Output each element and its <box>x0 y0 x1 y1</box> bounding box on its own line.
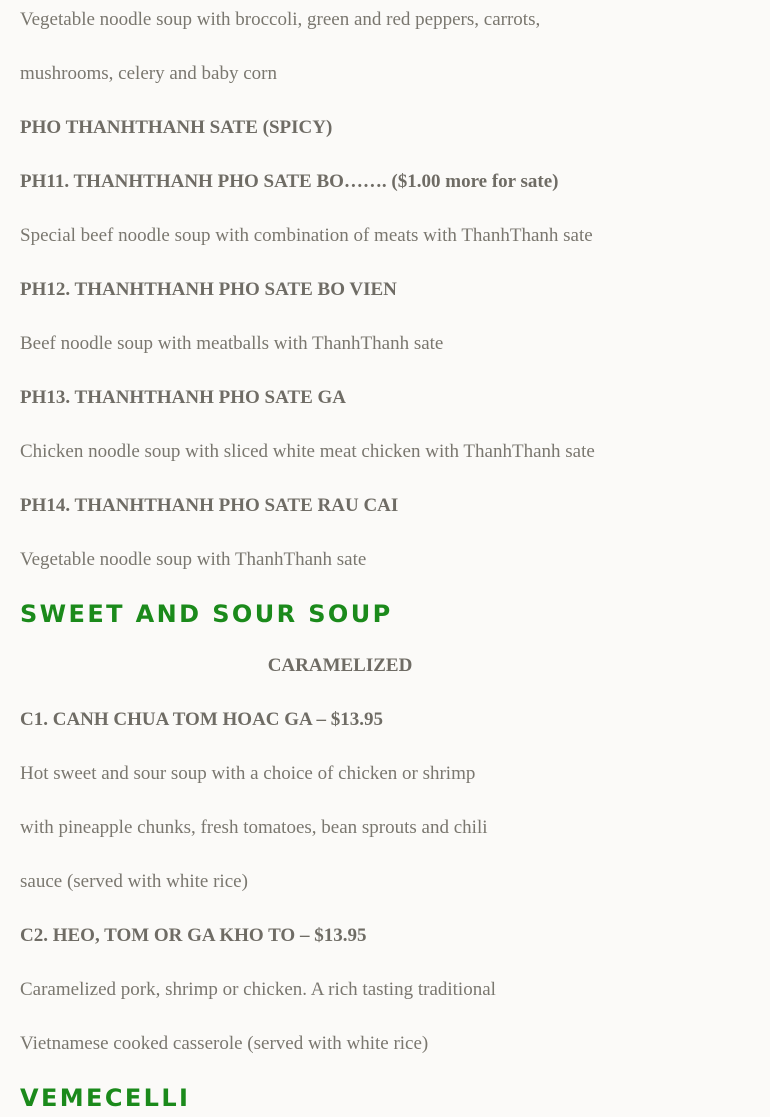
menu-item-ph13-description: Chicken noodle soup with sliced white meat chicken with ThanhThanh sate <box>20 441 595 462</box>
category-pho-thanhthanh-sate: PHO THANHTHANH SATE (SPICY) <box>20 117 333 138</box>
menu-item-ph13-title: PH13. THANHTHANH PHO SATE GA <box>20 387 347 408</box>
menu-item-ph12-title: PH12. THANHTHANH PHO SATE BO VIEN <box>20 279 397 300</box>
menu-item-c1-description-line-3: sauce (served with white rice) <box>20 871 248 892</box>
menu-item-pho-vegetable-description-line-1: Vegetable noodle soup with broccoli, green and red peppers, carrots, <box>20 9 541 30</box>
menu-item-ph11-title: PH11. THANHTHANH PHO SATE BO……. ($1.00 more for sate) <box>20 171 559 192</box>
section-heading-vemecelli: VEMECELLI <box>20 1084 191 1112</box>
menu-item-pho-vegetable-description-line-2: mushrooms, celery and baby corn <box>20 63 277 84</box>
menu-item-ph14-title: PH14. THANHTHANH PHO SATE RAU CAI <box>20 495 399 516</box>
menu-item-c2-description-line-2: Vietnamese cooked casserole (served with white rice) <box>20 1033 429 1054</box>
menu-item-c1-description-line-1: Hot sweet and sour soup with a choice of chicken or shrimp <box>20 763 476 784</box>
menu-item-ph11-description: Special beef noodle soup with combination of meats with ThanhThanh sate <box>20 225 593 246</box>
category-caramelized: CARAMELIZED <box>267 655 413 676</box>
menu-item-c1-title: C1. CANH CHUA TOM HOAC GA – $13.95 <box>20 709 383 730</box>
menu-item-c2-title: C2. HEO, TOM OR GA KHO TO – $13.95 <box>20 925 367 946</box>
menu-item-c1-description-line-2: with pineapple chunks, fresh tomatoes, bean sprouts and chili <box>20 817 488 838</box>
menu-item-ph14-description: Vegetable noodle soup with ThanhThanh sate <box>20 549 367 570</box>
section-heading-sweet-and-sour-soup: SWEET AND SOUR SOUP <box>20 600 393 628</box>
menu-item-ph12-description: Beef noodle soup with meatballs with ThanhThanh sate <box>20 333 444 354</box>
menu-item-c2-description-line-1: Caramelized pork, shrimp or chicken. A rich tasting traditional <box>20 979 496 1000</box>
